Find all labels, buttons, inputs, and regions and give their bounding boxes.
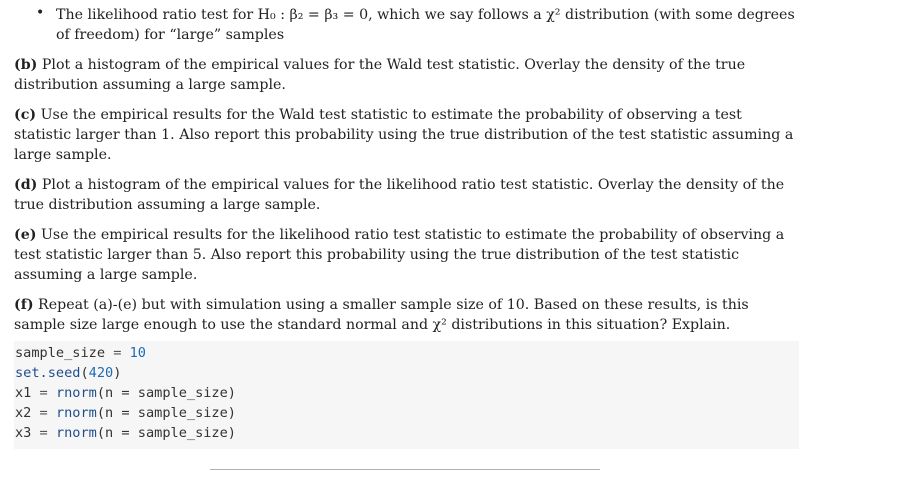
code-line xyxy=(14,403,799,423)
code-line xyxy=(14,363,799,383)
code-line xyxy=(14,343,799,363)
document-body xyxy=(14,0,799,449)
bullet-item xyxy=(14,5,799,45)
code-function: rnorm xyxy=(55,425,97,441)
code-variable: x3 xyxy=(15,425,32,441)
question-label: (d) xyxy=(14,177,38,193)
bullet-icon: • xyxy=(36,5,45,21)
code-line xyxy=(14,383,799,403)
code-number: 10 xyxy=(129,345,146,361)
question-text: Plot a histogram of the empirical values for the likelihood ratio test statistic. Overlay the density of the true distribution assuming a large sample. xyxy=(14,177,785,213)
code-line xyxy=(14,423,799,443)
code-operator: = xyxy=(31,405,56,421)
code-operator: = xyxy=(105,345,130,361)
code-function: rnorm xyxy=(55,405,97,421)
code-number: 420 xyxy=(88,365,114,381)
code-args: (n = sample_size) xyxy=(96,425,236,441)
question-text: Repeat (a)-(e) but with simulation using a smaller sample size of 10. Based on these results, is this sample size large enough to use the standard normal and χ² distributions in this situation? Explain. xyxy=(14,297,749,333)
code-function: set.seed xyxy=(15,365,81,381)
question-text: Use the empirical results for the likelihood ratio test statistic to estimate the probability of observing a test statistic larger than 5. Also report this probability using the true distribution of the test statistic assuming a large sample. xyxy=(14,227,785,283)
question-label: (b) xyxy=(14,57,38,73)
code-paren: ( xyxy=(80,365,89,381)
code-variable: x2 xyxy=(15,405,32,421)
code-variable: x1 xyxy=(15,385,32,401)
question-label: (c) xyxy=(14,107,37,123)
question-text: Use the empirical results for the Wald test statistic to estimate the probability of observing a test statistic larger than 1. Also report this probability using the true distribution of the test statistic assuming a large sample. xyxy=(14,107,794,163)
bullet-line-2: of freedom) for “large” samples xyxy=(56,27,285,43)
question-label: (f) xyxy=(14,297,34,313)
question-f xyxy=(14,295,799,335)
question-label: (e) xyxy=(14,227,37,243)
code-function: rnorm xyxy=(55,385,97,401)
code-paren: ) xyxy=(113,365,122,381)
bullet-line-1: The likelihood ratio test for H₀ : β₂ = β₃ = 0, which we say follows a χ² distribution (with some degrees xyxy=(56,7,795,23)
question-d xyxy=(14,175,799,215)
horizontal-divider xyxy=(210,469,600,470)
question-text: Plot a histogram of the empirical values for the Wald test statistic. Overlay the density of the true distribution assuming a large sample. xyxy=(14,57,746,93)
code-operator: = xyxy=(31,425,56,441)
question-e xyxy=(14,225,799,285)
code-block xyxy=(14,341,799,449)
question-c xyxy=(14,105,799,165)
code-operator: = xyxy=(31,385,56,401)
code-args: (n = sample_size) xyxy=(96,405,236,421)
code-variable: sample_size xyxy=(15,345,106,361)
code-args: (n = sample_size) xyxy=(96,385,236,401)
question-b xyxy=(14,55,799,95)
